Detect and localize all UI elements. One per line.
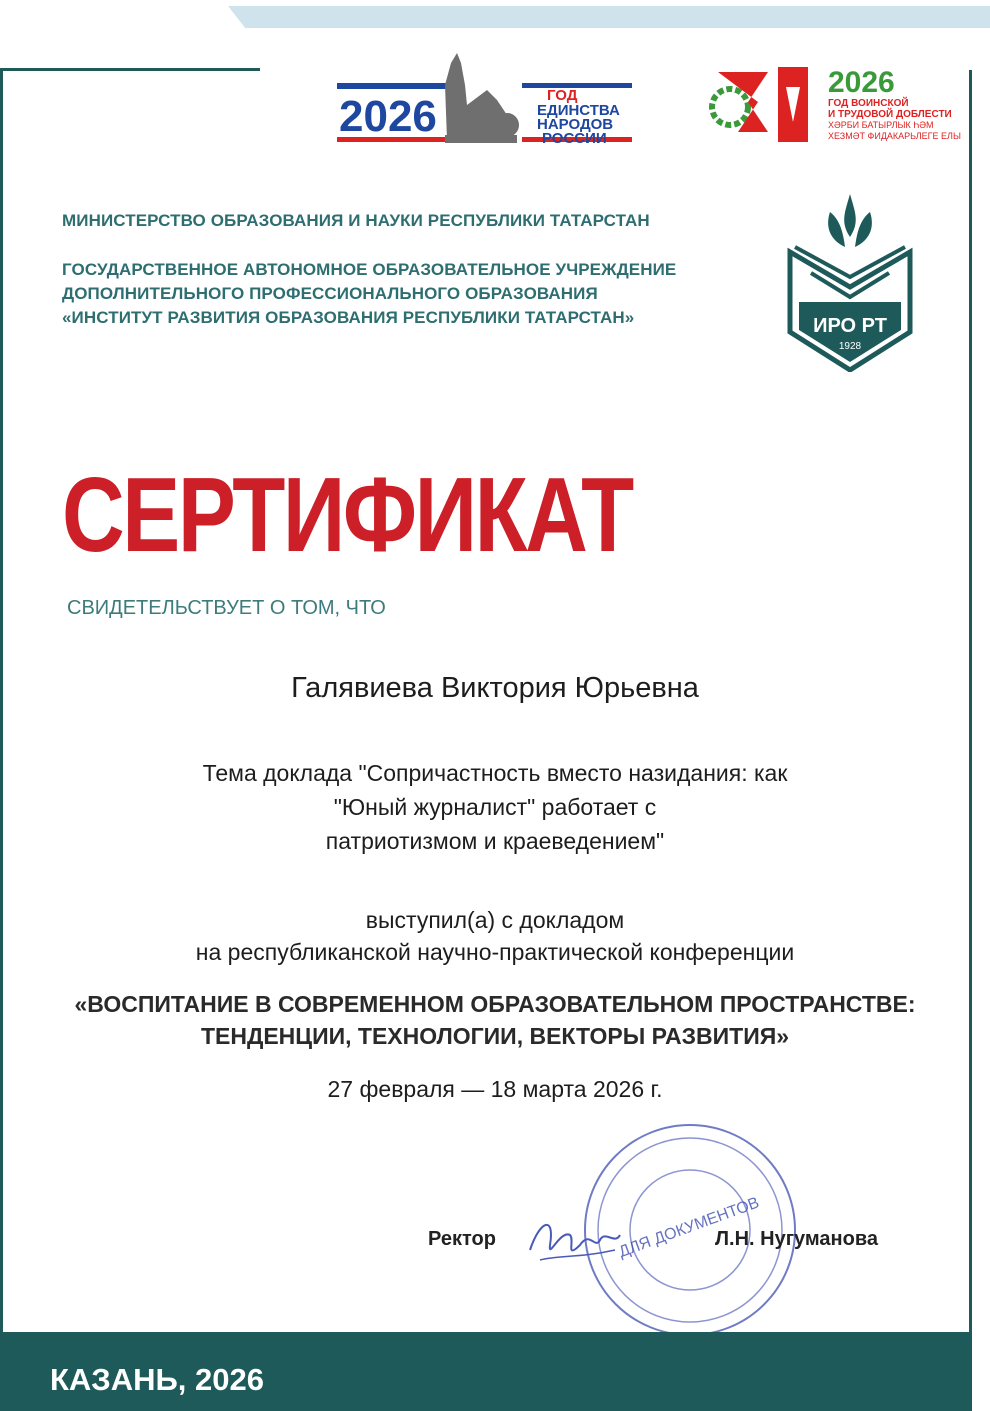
emblem-year: 1928 [838,341,862,352]
logo2-tt1: ХӘРБИ БАТЫРЛЫК ҺӘМ [828,120,934,130]
spoke-line-1: выступил(а) с докладом [365,907,625,933]
logo1-line2: ЕДИНСТВА [537,102,620,119]
institution-name [62,258,762,330]
logo1-year: 2026 [339,92,437,141]
topic-line-2: "Юный журналист" работает с [333,794,657,820]
rector-label: Ректор [428,1228,496,1250]
conference-title [0,988,990,1052]
conference-line-1: «ВОСПИТАНИЕ В СОВРЕМЕННОМ ОБРАЗОВАТЕЛЬНОМ ПРОСТРАНСТВЕ: [74,991,916,1017]
monument-icon [445,53,519,143]
logo2-ru1: ГОД ВОИНСКОЙ [828,98,909,109]
valor-emblem-icon [712,67,808,142]
topic-line-1: Тема доклада "Сопричастность вместо назидания: как [202,760,788,786]
stamp-text: ДЛЯ ДОКУМЕНТОВ [616,1194,762,1261]
spoke-text [0,904,990,968]
spoke-line-2: на республиканской научно-практической конференции [195,939,795,965]
rector-name: Л.Н. Нугуманова [715,1228,879,1250]
witness-text: СВИДЕТЕЛЬСТВУЕТ О ТОМ, ЧТО [67,597,386,619]
header-band [228,6,990,28]
logo1-line1: ГОД [547,87,578,104]
conference-line-2: ТЕНДЕНЦИИ, ТЕХНОЛОГИИ, ВЕКТОРЫ РАЗВИТИЯ» [200,1023,790,1049]
logo2-ru2: И ТРУДОВОЙ ДОБЛЕСТИ [828,109,952,120]
footer-city-year: КАЗАНЬ, 2026 [50,1362,264,1397]
emblem-leaves-icon [828,194,872,247]
emblem-name: ИРО РТ [813,315,887,337]
logo2-tt2: ХЕЗМӘТ ФИДАКАРЬЛЕГЕ ЕЛЫ [828,131,961,141]
logo1-line4: РОССИИ [542,130,607,145]
institution-line-1: ГОСУДАРСТВЕННОЕ АВТОНОМНОЕ ОБРАЗОВАТЕЛЬНОЕ УЧРЕЖДЕНИЕ [62,260,677,279]
ministry-name: МИНИСТЕРСТВО ОБРАЗОВАНИЯ И НАУКИ РЕСПУБЛИКИ ТАТАРСТАН [62,211,650,230]
frame-right-rule [969,70,972,1340]
iro-rt-emblem [785,192,915,372]
report-topic [0,756,990,858]
handwritten-signature [520,1200,630,1280]
year-of-unity-logo [337,45,637,145]
certificate-title: СЕРТИФИКАТ [62,456,632,574]
recipient-name: Галявиева Виктория Юрьевна [291,672,699,704]
conference-dates: 27 февраля — 18 марта 2026 г. [327,1076,663,1102]
year-of-valor-logo [708,62,973,142]
topic-line-3: патриотизмом и краеведением" [325,828,665,854]
institution-line-3: «ИНСТИТУТ РАЗВИТИЯ ОБРАЗОВАНИЯ РЕСПУБЛИКИ ТАТАРСТАН» [62,308,635,327]
institution-line-2: ДОПОЛНИТЕЛЬНОГО ПРОФЕССИОНАЛЬНОГО ОБРАЗОВАНИЯ [62,284,598,303]
logo1-line3: НАРОДОВ [537,116,614,133]
logo2-year: 2026 [828,66,895,99]
